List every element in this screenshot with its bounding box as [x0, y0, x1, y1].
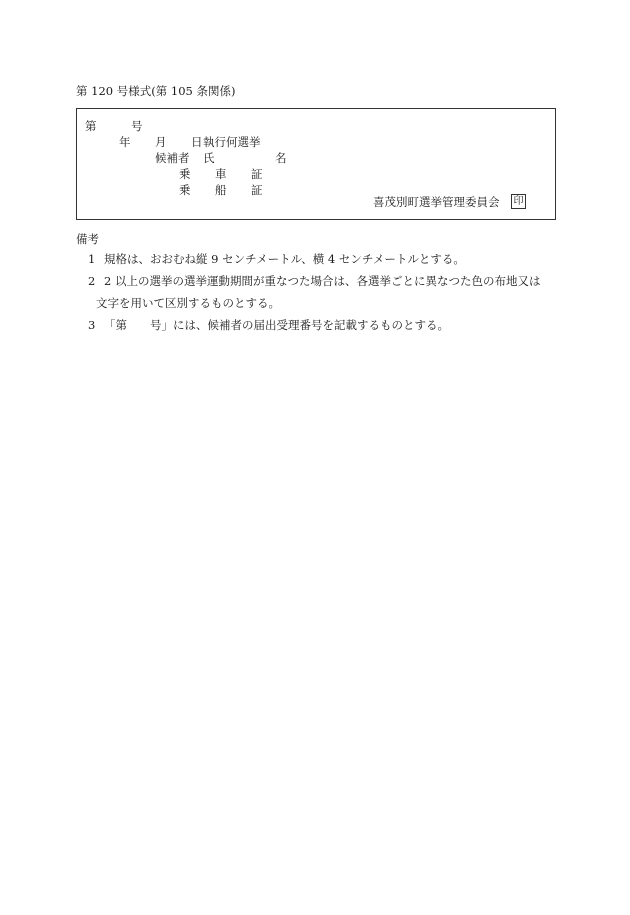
remark-text: 「第 号」には、候補者の届出受理番号を記載するものとする。 [104, 318, 449, 332]
date-day: 日 [191, 135, 203, 149]
boarding-char-ship: 乗 [179, 183, 191, 197]
candidate-label: 候補者 [155, 151, 190, 165]
certificate-char-car: 証 [251, 167, 263, 181]
election-label: 執行何選挙 [203, 135, 261, 149]
form-title: 第 120 号様式(第 105 条関係) [76, 84, 236, 98]
remark-item [88, 252, 465, 267]
car-char: 車 [215, 167, 227, 181]
certificate-char-ship: 証 [251, 183, 263, 197]
remark-item [88, 318, 449, 333]
remark-number: 2 [88, 274, 96, 288]
boarding-char-car: 乗 [179, 167, 191, 181]
remark-text-continuation: 文字を用いて区別するものとする。 [96, 296, 280, 310]
date-month: 月 [155, 135, 167, 149]
number-prefix: 第 [85, 119, 97, 133]
number-suffix: 号 [131, 119, 143, 133]
remark-item [88, 274, 540, 289]
name-given: 名 [275, 151, 287, 165]
seal-stamp: 印 [511, 194, 526, 209]
date-year: 年 [119, 135, 131, 149]
remark-number: 1 [88, 252, 96, 266]
name-surname: 氏 [203, 151, 215, 165]
remark-number: 3 [88, 318, 96, 332]
ship-char: 船 [215, 183, 227, 197]
boarding-certificate-form [76, 108, 556, 220]
remark-text: 2 以上の選挙の選挙運動期間が重なつた場合は、各選挙ごとに異なつた色の布地又は [104, 274, 541, 288]
issuer-name: 喜茂別町選挙管理委員会 [373, 195, 500, 209]
remark-text: 規格は、おおむね縦 9 センチメートル、横 4 センチメートルとする。 [104, 252, 465, 266]
remarks-heading: 備考 [76, 232, 99, 246]
